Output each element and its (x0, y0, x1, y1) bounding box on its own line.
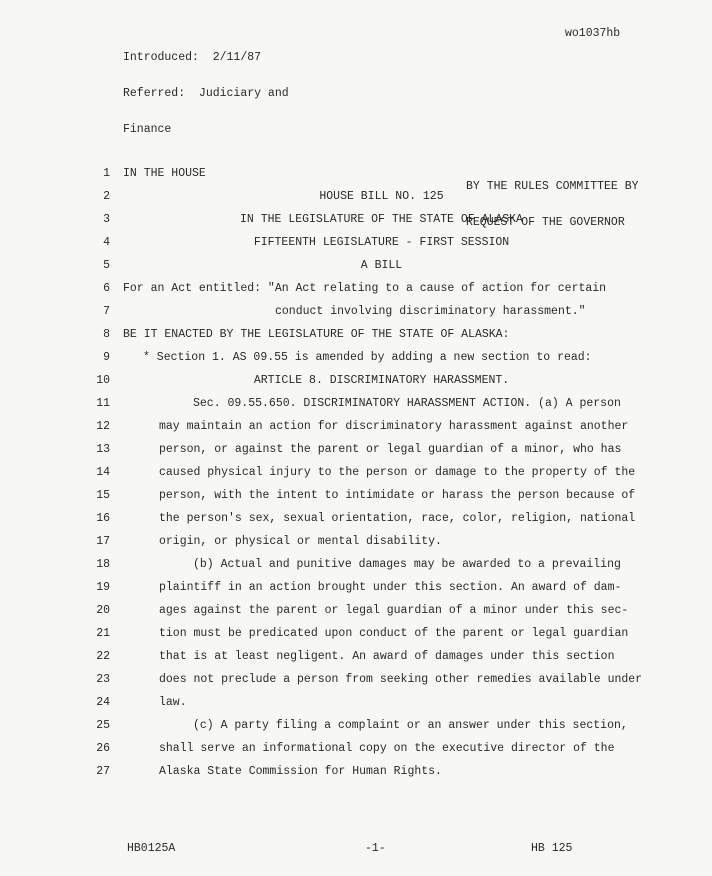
line-number: 26 (96, 742, 110, 755)
line-number: 4 (103, 236, 110, 249)
body-line: person, or against the parent or legal guardian of a minor, who has (159, 443, 622, 456)
line-number: 9 (103, 351, 110, 364)
body-line: (b) Actual and punitive damages may be awarded to a prevailing (193, 558, 621, 571)
line-number: 25 (96, 719, 110, 732)
line-number: 2 (103, 190, 110, 203)
bill-line (0, 534, 712, 550)
line-number: 23 (96, 673, 110, 686)
bill-line (0, 258, 712, 274)
section-line: * Section 1. AS 09.55 is amended by adding a new section to read: (143, 351, 592, 364)
legislature-title: IN THE LEGISLATURE OF THE STATE OF ALASKA (240, 213, 523, 226)
line-number: 13 (96, 443, 110, 456)
chamber-label: IN THE HOUSE (123, 167, 206, 180)
document-code: wo1037hb (565, 27, 621, 40)
line-number: 22 (96, 650, 110, 663)
introduced-date: Introduced: 2/11/87 (123, 51, 262, 64)
bill-line (0, 557, 712, 573)
line-number: 1 (103, 167, 110, 180)
bill-line (0, 511, 712, 527)
body-line: origin, or physical or mental disability. (159, 535, 442, 548)
line-number: 17 (96, 535, 110, 548)
sponsor-line-2: REQUEST OF THE GOVERNOR (466, 216, 625, 229)
line-number: 14 (96, 466, 110, 479)
body-line: caused physical injury to the person or damage to the property of the (159, 466, 636, 479)
body-line: law. (159, 696, 187, 709)
bill-line (0, 350, 712, 366)
bill-line (0, 764, 712, 780)
bill-line (0, 166, 712, 182)
bill-line (0, 465, 712, 481)
footer-bill-number: HB 125 (531, 842, 573, 855)
body-line: ages against the parent or legal guardian of a minor under this sec- (159, 604, 629, 617)
bill-line (0, 442, 712, 458)
footer-bill-code: HB0125A (127, 842, 176, 855)
enacting-clause: BE IT ENACTED BY THE LEGISLATURE OF THE STATE OF ALASKA: (123, 328, 510, 341)
line-number: 15 (96, 489, 110, 502)
act-title-line: conduct involving discriminatory harassment." (275, 305, 586, 318)
bill-line (0, 488, 712, 504)
line-number: 18 (96, 558, 110, 571)
line-number: 16 (96, 512, 110, 525)
bill-line (0, 373, 712, 389)
bill-line (0, 212, 712, 228)
bill-line (0, 649, 712, 665)
bill-line (0, 419, 712, 435)
sponsor-line-1: BY THE RULES COMMITTEE BY (466, 180, 639, 193)
body-line: (c) A party filing a complaint or an answer under this section, (193, 719, 628, 732)
bill-line (0, 672, 712, 688)
body-line: that is at least negligent. An award of damages under this section (159, 650, 615, 663)
bill-line (0, 281, 712, 297)
body-line: may maintain an action for discriminatory harassment against another (159, 420, 629, 433)
body-line: plaintiff in an action brought under this section. An award of dam- (159, 581, 622, 594)
act-title-line: For an Act entitled: "An Act relating to a cause of action for certain (123, 282, 607, 295)
line-number: 3 (103, 213, 110, 226)
body-line: shall serve an informational copy on the executive director of the (159, 742, 615, 755)
line-number: 8 (103, 328, 110, 341)
body-line: does not preclude a person from seeking other remedies available under (159, 673, 643, 686)
line-number: 10 (96, 374, 110, 387)
bill-line (0, 580, 712, 596)
body-line: Alaska State Commission for Human Rights. (159, 765, 442, 778)
bill-number: HOUSE BILL NO. 125 (319, 190, 444, 203)
bill-line (0, 189, 712, 205)
bill-line (0, 396, 712, 412)
referred-line-1: Referred: Judiciary and (123, 87, 289, 100)
line-number: 7 (103, 305, 110, 318)
body-line: tion must be predicated upon conduct of the parent or legal guardian (159, 627, 629, 640)
bill-line (0, 741, 712, 757)
line-number: 12 (96, 420, 110, 433)
bill-line (0, 718, 712, 734)
bill-heading: A BILL (360, 259, 403, 272)
session-title: FIFTEENTH LEGISLATURE - FIRST SESSION (253, 236, 510, 249)
bill-line (0, 695, 712, 711)
article-heading: ARTICLE 8. DISCRIMINATORY HARASSMENT. (253, 374, 510, 387)
intro-block (123, 28, 289, 160)
bill-line (0, 327, 712, 343)
line-number: 5 (103, 259, 110, 272)
line-number: 27 (96, 765, 110, 778)
line-number: 6 (103, 282, 110, 295)
bill-line (0, 235, 712, 251)
line-number: 24 (96, 696, 110, 709)
line-number: 11 (96, 397, 110, 410)
bill-line (0, 603, 712, 619)
bill-line (0, 626, 712, 642)
body-line: person, with the intent to intimidate or harass the person because of (159, 489, 636, 502)
page-number: -1- (365, 842, 386, 855)
line-number: 21 (96, 627, 110, 640)
body-line: the person's sex, sexual orientation, race, color, religion, national (159, 512, 636, 525)
line-number: 20 (96, 604, 110, 617)
bill-line (0, 304, 712, 320)
body-line: Sec. 09.55.650. DISCRIMINATORY HARASSMENT ACTION. (a) A person (193, 397, 621, 410)
line-number: 19 (96, 581, 110, 594)
referred-line-2: Finance (123, 123, 172, 136)
